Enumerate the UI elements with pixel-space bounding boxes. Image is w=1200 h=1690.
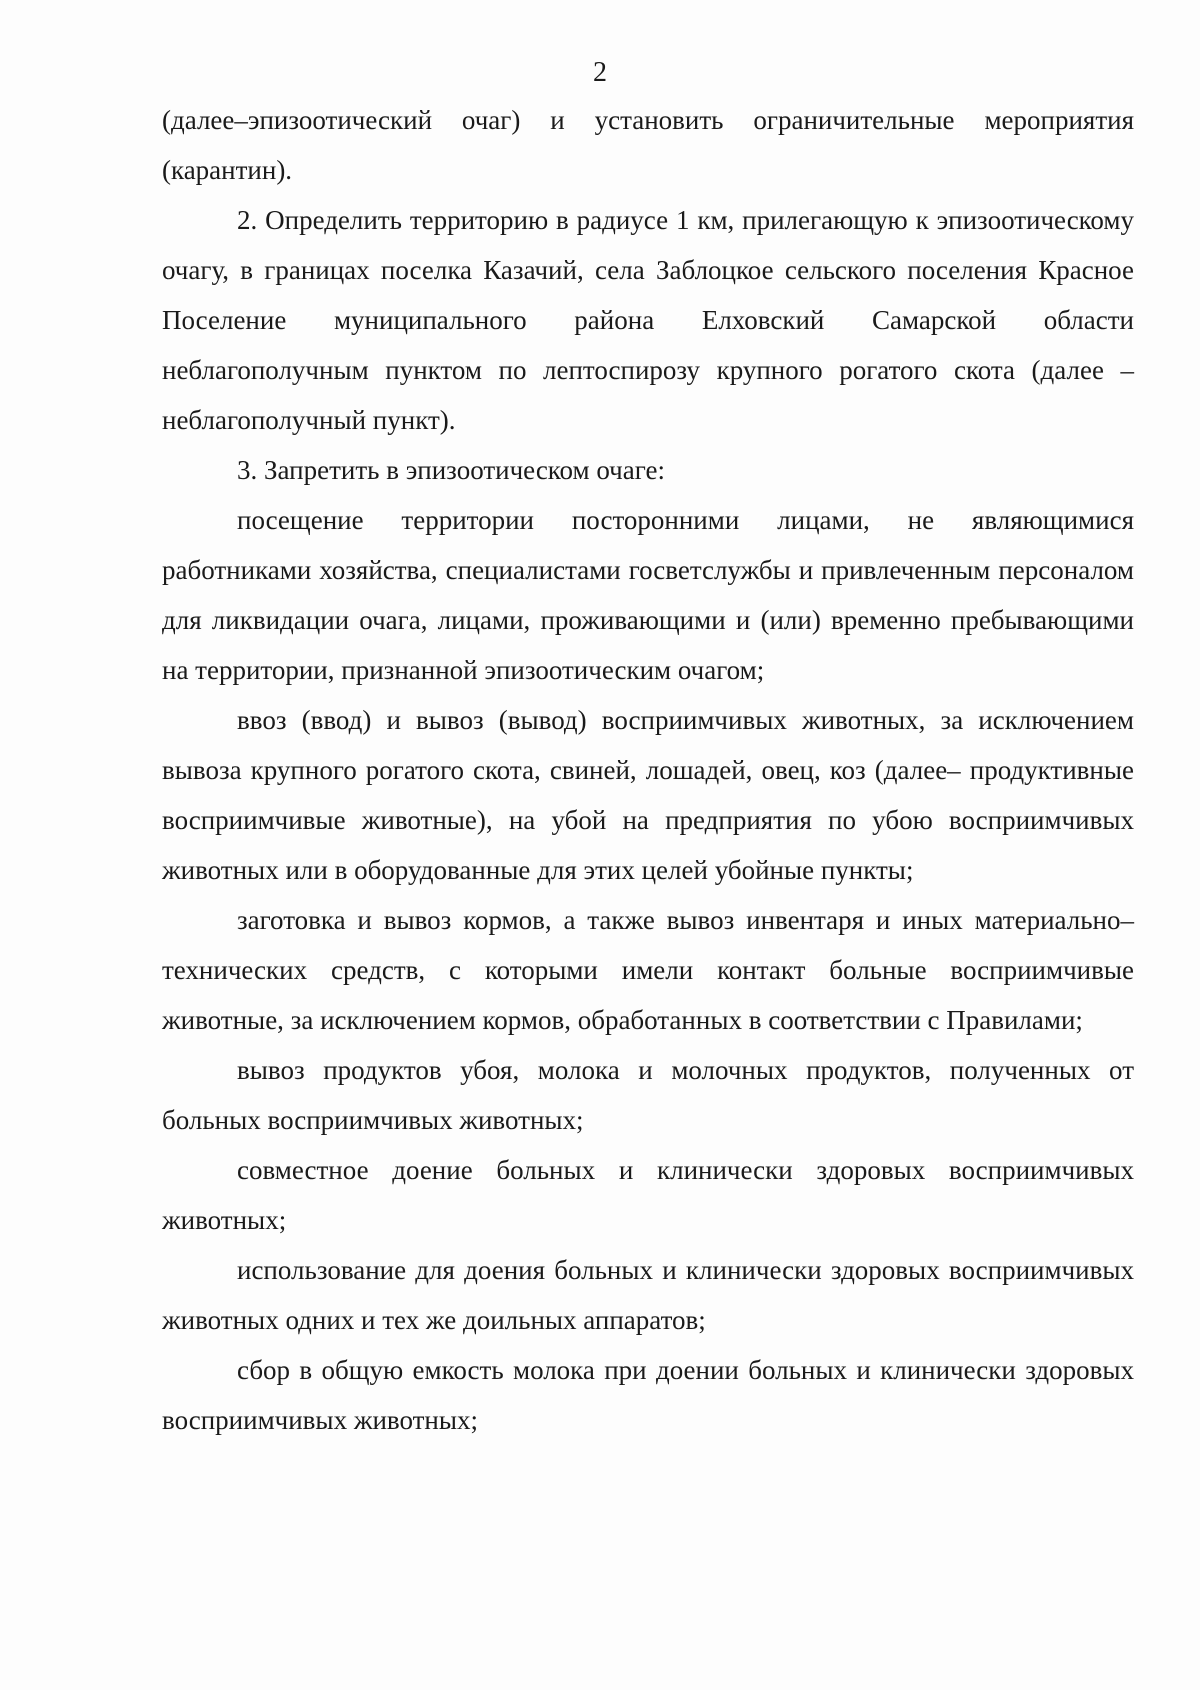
paragraph-continuation: (далее–эпизоотический очаг) и установить ограничительные мероприятия (карантин). <box>162 105 1134 185</box>
paragraph-restriction-products: вывоз продуктов убоя, молока и молочных продуктов, полученных от больных восприимчивых животных; <box>162 1055 1134 1135</box>
paragraph-restriction-joint-milking: совместное доение больных и клинически здоровых восприимчивых животных; <box>162 1155 1134 1235</box>
paragraph-restriction-visits: посещение территории посторонними лицами, не являющимися работниками хозяйства, специалистами госветслужбы и привлеченным персоналом для ликвидации очага, лицами, проживающими и (или) временно пребывающими на территории, признанной эпизоотическим очагом; <box>162 505 1134 685</box>
page-number: 2 <box>593 57 607 88</box>
paragraph-restriction-feed: заготовка и вывоз кормов, а также вывоз инвентаря и иных материально–технических средств, с которыми имели контакт больные восприимчивые животные, за исключением кормов, обработанных в соответствии с Правилами; <box>162 905 1134 1035</box>
paragraph-restriction-milk-collection: сбор в общую емкость молока при доении больных и клинически здоровых восприимчивых животных; <box>162 1355 1134 1435</box>
paragraph-item-3: 3. Запретить в эпизоотическом очаге: <box>237 455 665 485</box>
paragraph-restriction-animal-transport: ввоз (ввод) и вывоз (вывод) восприимчивых животных, за исключением вывоза крупного рогатого скота, свиней, лошадей, овец, коз (далее– продуктивные восприимчивые животные), на убой на предприятия по убою восприимчивых животных или в оборудованные для этих целей убойные пункты; <box>162 705 1134 885</box>
paragraph-restriction-milking-machines: использование для доения больных и клинически здоровых восприимчивых животных одних и тех же доильных аппаратов; <box>162 1255 1134 1335</box>
paragraph-item-2: 2. Определить территорию в радиусе 1 км, прилегающую к эпизоотическому очагу, в границах поселка Казачий, села Заблоцкое сельского поселения Красное Поселение муниципального района Елховский Самарской области неблагополучным пунктом по лептоспирозу крупного рогатого скота (далее – неблагополучный пункт). <box>162 205 1134 435</box>
document-body <box>162 95 1134 1445</box>
